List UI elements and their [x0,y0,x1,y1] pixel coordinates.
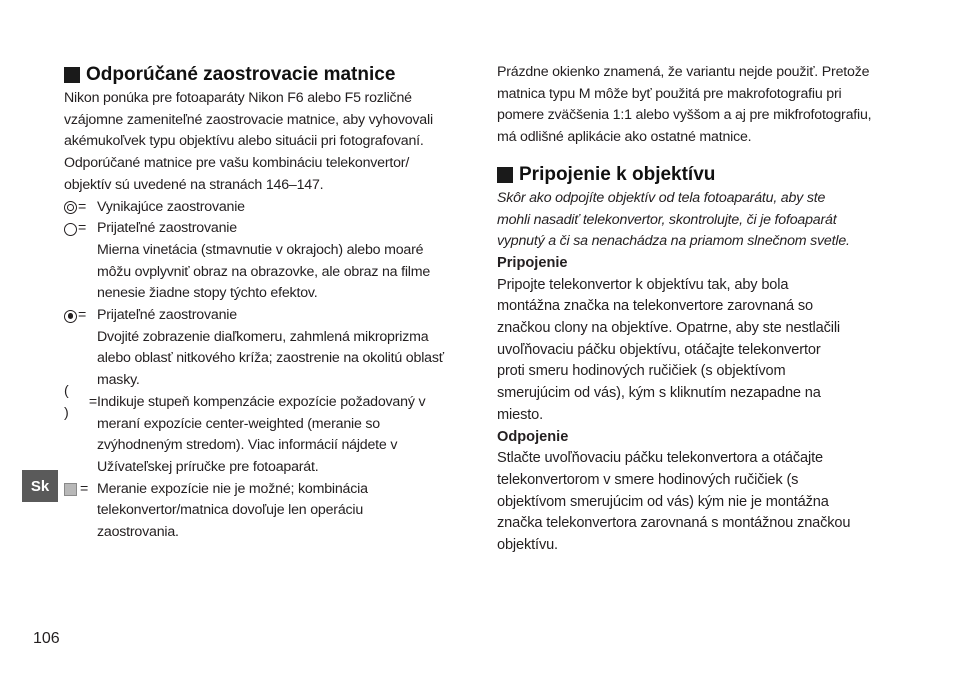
legend-text: Užívateľskej príručke pre fotoaparát. [97,458,319,475]
legend-text: zaostrovania. [97,524,179,541]
text-line: Stlačte uvoľňovaciu páčku telekonvertora a otáčajte [497,450,823,467]
text-line: objektívu. [497,537,558,554]
parentheses-icon: ( ) [64,382,71,421]
caution-paragraph [497,188,907,253]
text-line: značka telekonvertora zarovnaná s montážnou značkou [497,515,851,532]
legend-item: = Vynikajúce zaostrovanie [64,197,474,219]
right-column [497,62,907,557]
section-square-icon [64,67,80,83]
attach-paragraph [497,275,907,427]
legend-text: masky. [97,372,140,389]
text-line: uvoľňovaciu páčku objektívu, otáčajte telekonvertor [497,341,821,358]
legend-text: Vynikajúce zaostrovanie [97,198,245,215]
legend-text: Mierna vinetácia (stmavnutie v okrajoch) alebo moaré [97,241,424,258]
text-line: vzájomne zameniteľné zaostrovacie matnice, aby vyhovovali [64,111,433,128]
text-line: matnica typu M môže byť použitá pre makrofotografiu pri [497,85,842,102]
section-heading-text: Pripojenie k objektívu [519,163,716,185]
gray-square-icon [64,483,77,496]
attach-subheading: Pripojenie [497,254,568,271]
text-line: má odlišné aplikácie ako ostatné matnice. [497,129,752,146]
legend-text: meraní expozície center-weighted (meranie so [97,415,380,432]
section-heading-text: Odporúčané zaostrovacie matnice [86,64,396,85]
detach-subheading: Odpojenie [497,428,569,445]
legend-item: = Prijateľné zaostrovanie Mierna vinetácia (stmavnutie v okrajoch) alebo moaré môžu ovplyvniť obraz na obrazovke, ale obraz na filme nenesie žiadne stopy týchto efektov. [64,218,474,305]
left-column [64,62,474,544]
symbol-legend [64,197,474,544]
page-number: 106 [33,630,60,647]
text-line: akémukoľvek typu objektívu alebo situácii pri fotografovaní. [64,133,424,150]
legend-text: alebo oblasť nitkového kríža; zaostrenie na okolitú oblasť [97,350,444,367]
text-line: pomere zväčšenia 1:1 alebo vyššom a aj pre mikfrofotografiu, [497,107,872,124]
text-line: Odporúčané matnice pre vašu kombináciu telekonvertor/ [64,155,410,172]
text-line: proti smeru hodinových ručičiek (s objektívom [497,363,786,380]
text-line: smerujúcim od vás), kým s kliknutím nezapadne na [497,385,821,402]
text-line: objektív sú uvedené na stranách 146–147. [64,176,324,193]
text-line: miesto. [497,406,543,423]
legend-text: môžu ovplyvniť obraz na obrazovke, ale obraz na filme [97,263,431,280]
legend-text: nenesie žiadne stopy týchto efektov. [97,285,318,302]
dotted-circle-icon [64,310,77,323]
text-line: Pripojte telekonvertor k objektívu tak, aby bola [497,276,789,293]
text-line: Skôr ako odpojíte objektív od tela fotoaparátu, aby ste [497,189,826,206]
text-line: montážna značka na telekonvertore zarovnaná so [497,298,813,315]
circle-icon [64,223,77,236]
legend-text: Prijateľné zaostrovanie [97,220,237,237]
text-line: vypnutý a či sa nenachádza na priamom slnečnom svetle. [497,233,850,250]
legend-text: Meranie expozície nie je možné; kombinácia [97,480,368,497]
text-line: značkou clony na objektíve. Opatrne, aby ste nestlačili [497,320,841,337]
section-heading-screens [64,62,474,88]
double-circle-icon [64,201,77,214]
intro-paragraph [64,88,474,197]
text-line: objektívom smerujúcim od vás) kým nie je montážna [497,493,829,510]
legend-text: zvýhodneným stredom). Viac informácií nájdete v [97,437,398,454]
text-line: Prázdne okienko znamená, že variantu nejde použiť. Pretože [497,64,870,80]
legend-text: Indikuje stupeň kompenzácie expozície požadovaný v [97,393,426,410]
legend-item: = Meranie expozície nie je možné; kombinácia telekonvertor/matnica dovoľuje len operáciu zaostrovania. [64,479,474,544]
text-line: mohli nasadiť telekonvertor, skontrolujte, či je fofoaparát [497,211,837,228]
legend-text: telekonvertor/matnica dovoľuje len operáciu [97,502,364,519]
legend-item: ( ) = Indikuje stupeň kompenzácie expozície požadovaný v meraní expozície center-weighted (meranie so zvýhodneným stredom). Viac informácií nájdete v Užívateľskej príručke pre fotoaparát. [64,382,426,475]
legend-item: = Prijateľné zaostrovanie Dvojité zobrazenie diaľkomeru, zahmlená mikroprizma alebo oblasť nitkového kríža; zaostrenie na okolitú oblasť masky. [64,305,474,392]
section-square-icon [497,167,513,183]
text-line: Nikon ponúka pre fotoaparáty Nikon F6 alebo F5 rozličné [64,90,412,106]
detach-paragraph [497,448,907,557]
legend-text: Dvojité zobrazenie diaľkomeru, zahmlená mikroprizma [97,328,429,345]
text-line: telekonvertorom v smere hodinových ručičiek (s [497,471,799,488]
section-heading-attach [497,162,907,188]
legend-text: Prijateľné zaostrovanie [97,307,237,324]
blank-cell-note [497,62,907,149]
language-tab-label: Sk [30,477,50,495]
language-tab [22,470,58,502]
